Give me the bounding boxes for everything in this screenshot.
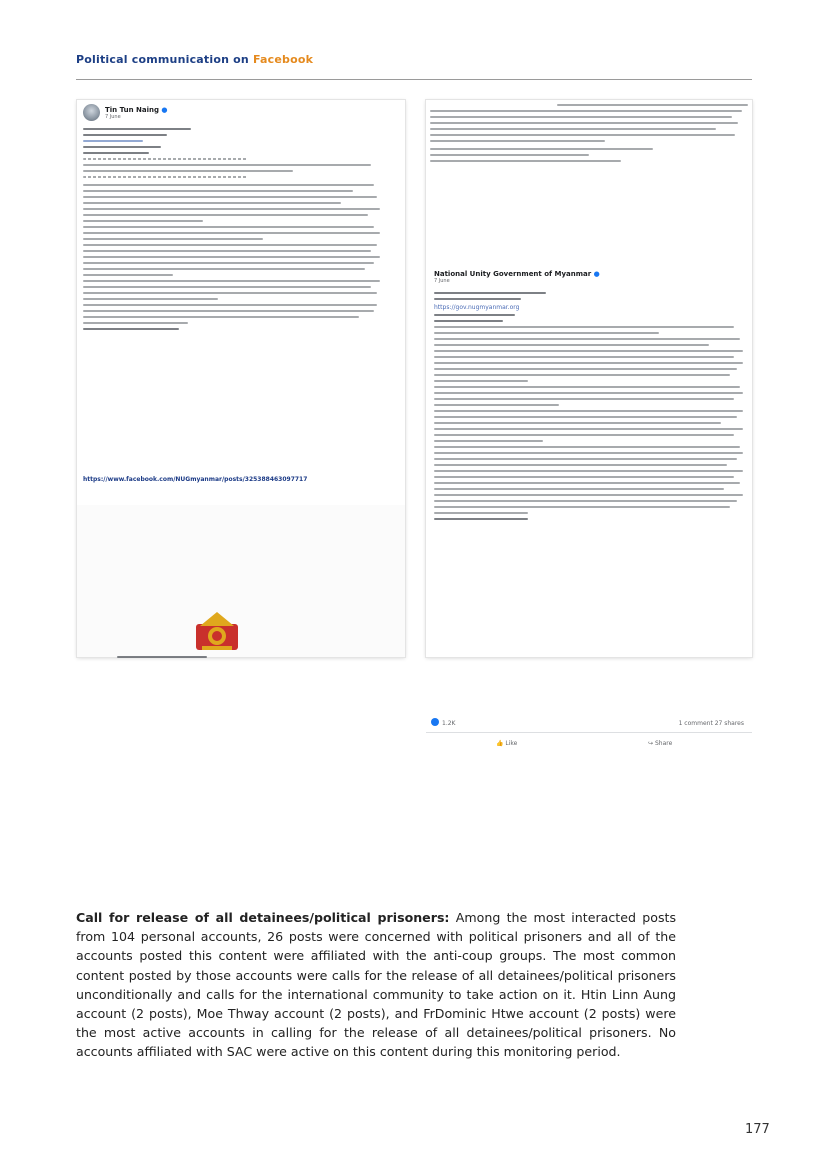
avatar bbox=[83, 104, 100, 121]
right-post-author: National Unity Government of Myanmar bbox=[434, 270, 592, 278]
left-post-date: 7 June bbox=[105, 113, 121, 120]
running-title-part1: Political communication on bbox=[76, 53, 253, 66]
state-emblem-icon bbox=[194, 608, 240, 652]
action-bar-divider bbox=[426, 732, 752, 733]
embedded-statement-image bbox=[77, 505, 405, 657]
left-post-link[interactable]: https://www.facebook.com/NUGmyanmar/posts/325388463097717 bbox=[83, 476, 308, 483]
right-post-link[interactable]: https://gov.nugmyanmar.org bbox=[434, 304, 520, 311]
embedded-statement-image-top bbox=[430, 104, 748, 166]
paragraph-text: Among the most interacted posts from 104 personal accounts, 26 posts were concerned with political prisoners and all of the accounts posted this content were affiliated with the anti-coup groups. The most common content posted by those accounts were calls for the release of all detainees/political prisoners unconditionally and calls for the international community to take action on it. Htin Linn Aung account (2 posts), Moe Thway account (2 posts), and FrDominic Htwe account (2 posts) were the most active accounts in calling for the release of all detainees/political prisoners. No accounts affiliated with SAC were active on this content during this monitoring period. bbox=[76, 910, 677, 1060]
page-header bbox=[76, 53, 752, 80]
right-post-header bbox=[434, 270, 600, 284]
post-stats[interactable]: 1 comment 27 shares bbox=[678, 720, 744, 727]
page-number: 177 bbox=[745, 1122, 770, 1137]
left-post-screenshot bbox=[77, 100, 405, 657]
left-post-author: Tin Tun Naing bbox=[105, 105, 159, 114]
verified-icon: ● bbox=[593, 270, 600, 278]
verified-icon: ● bbox=[161, 105, 168, 114]
left-post-header bbox=[83, 104, 168, 121]
like-button[interactable]: 👍 Like bbox=[496, 740, 518, 747]
reaction-count: 1.2K bbox=[442, 720, 456, 727]
body-paragraph bbox=[76, 908, 676, 1062]
right-post-date: 7 June bbox=[434, 278, 450, 284]
right-post-screenshot bbox=[426, 100, 752, 747]
paragraph-lead: Call for release of all detainees/political prisoners: bbox=[76, 910, 450, 925]
running-title-part2: Facebook bbox=[252, 53, 314, 66]
like-reaction-icon bbox=[431, 718, 439, 726]
left-post-text-block bbox=[83, 128, 383, 334]
share-arrow-icon: ↪ bbox=[648, 740, 654, 747]
running-title bbox=[76, 53, 752, 66]
thumbs-up-icon: 👍 bbox=[496, 740, 504, 747]
share-button[interactable]: ↪ Share bbox=[648, 740, 673, 747]
right-post-text-block bbox=[434, 292, 746, 304]
